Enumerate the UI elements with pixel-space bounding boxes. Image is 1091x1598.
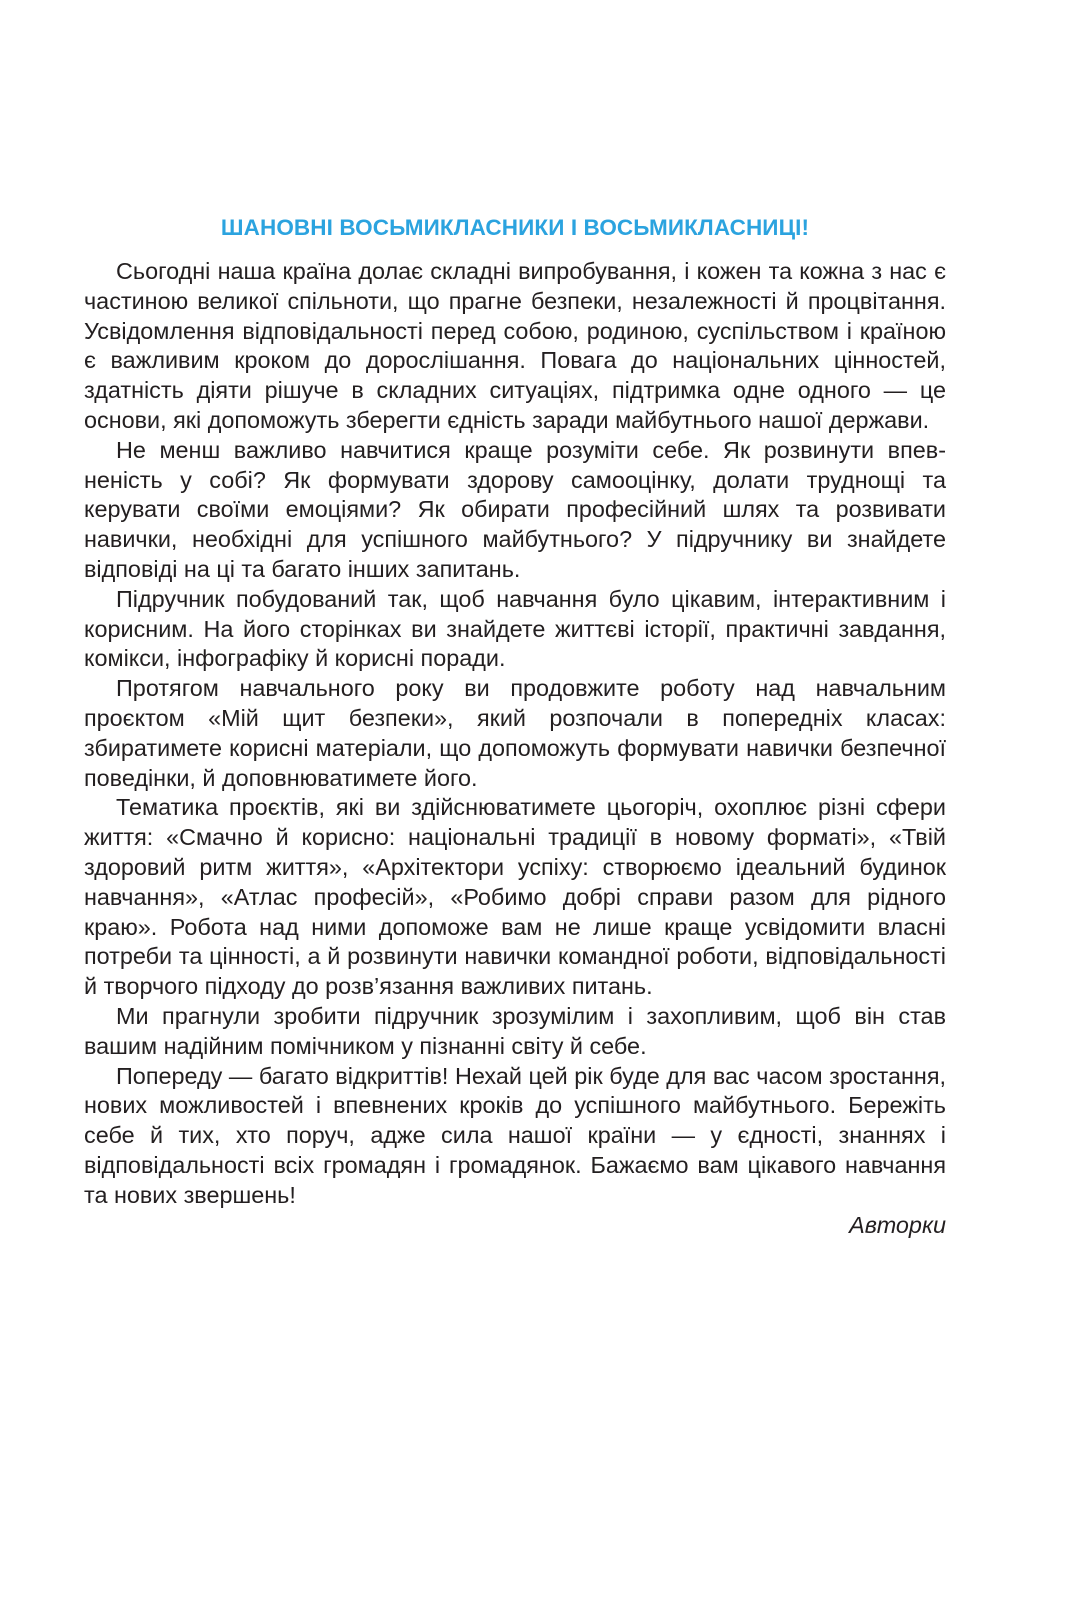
paragraph-5: Тематика проєктів, які ви здійснюватимете цьогоріч, охоплює різні сфери життя: «Смачно й корисно: національні традиції в новому форматі», «Твій здоровий ритм життя», «Архітектори успіху: створюємо ідеальний будинок навчання», «Атлас професій», «Робимо добрі справи разом для рідного краю». Робота над ними допоможе вам не лише краще усвідомити власні потреби та цінності, а й розвинути навички командної роботи, відповідальності й творчого підходу до розв’язання важливих питань.	[84, 794, 946, 1000]
paragraph-2: Не менш важливо навчитися краще розуміти себе. Як розвинути впевненість у собі? Як формувати здорову самооцінку, долати труднощі та керувати своїми емоціями? Як обирати професійний шлях та розвивати навички, необхідні для успішного майбутнього? У підручнику ви знайдете відповіді на ці та багато інших запитань.	[84, 436, 946, 582]
paragraph-1: Сьогодні наша країна долає складні випробування, і кожен та кожна з нас є частиною великої спільноти, що прагне безпеки, незалежності й процвітання. Усвідомлення відповідальності перед собою, родиною, суспільством і країною є важливим кроком до дорослішання. Повага до національних цінностей, здатність діяти рішуче в складних ситуаціях, підтримка одне одного — це основи, які допоможуть зберегти єдність заради майбутнього нашої держави.	[84, 258, 946, 433]
page-title: ШАНОВНІ ВОСЬМИКЛАСНИКИ І ВОСЬМИКЛАСНИЦІ!	[220, 215, 810, 240]
paragraph-3: Підручник побудований так, щоб навчання було цікавим, інтерактивним і корисним. На його сторінках ви знайдете життєві історії, практичні завдання, комікси, інфографіку й корисні поради.	[84, 585, 946, 672]
foreword	[84, 213, 946, 1240]
paragraph-6: Ми прагнули зробити підручник зрозумілим і захопливим, щоб він став вашим надійним помічником у пізнанні світу й себе.	[84, 1002, 946, 1059]
signature: Авторки	[849, 1211, 946, 1238]
paragraph-4: Протягом навчального року ви продовжите роботу над навчальним проєктом «Мій щит безпеки», який розпочали в попередніх класах: збиратимете корисні матеріали, що допоможуть формувати навички безпечної поведінки, й доповнюватимете його.	[84, 675, 946, 791]
paragraph-7: Попереду — багато відкриттів! Нехай цей рік буде для вас часом зростання, нових можливостей і впевнених кроків до успішного майбутнього. Бережіть себе й тих, хто поруч, адже сила нашої країни — у єдності, знаннях і відповідальності всіх громадян і громадянок. Бажаємо вам цікавого навчання та нових звершень!	[84, 1062, 946, 1208]
